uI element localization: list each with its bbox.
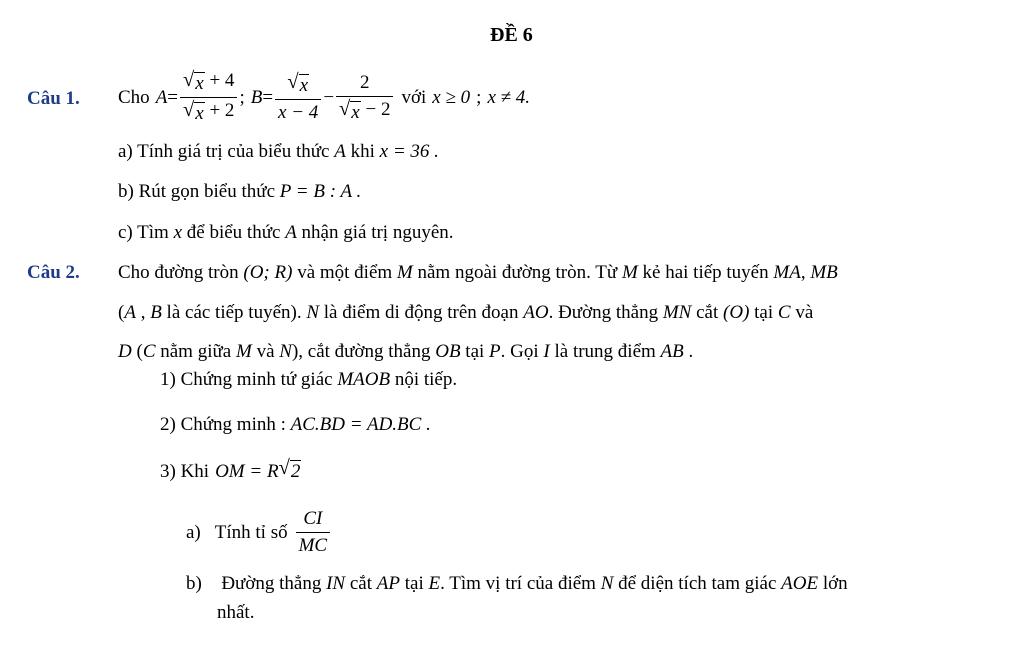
q2-l3-g: là trung điểm <box>554 341 656 362</box>
q1c-text1: c) Tìm <box>118 222 169 243</box>
q1c-var: x <box>173 222 183 243</box>
q2-pa-text: Tính tỉ số <box>214 521 288 543</box>
q2-l3-OB: OB <box>435 341 461 362</box>
q2-l1-M: M <box>396 262 413 283</box>
q2-pb-E: E <box>428 573 441 594</box>
q1c-var2: A <box>285 222 297 243</box>
condition-1: x ≥ 0 <box>432 86 471 108</box>
question-2-line-1 <box>118 262 838 284</box>
q2-p1-expr: MAOB <box>337 369 391 390</box>
q1a-khi: khi <box>350 141 375 162</box>
sqrt-x: x <box>195 103 204 124</box>
q2-l3-P: P <box>489 341 501 362</box>
q2-p3-text: 3) Khi <box>160 461 210 482</box>
question-2-part-1 <box>160 369 457 391</box>
q2-l2-a: ( <box>118 302 125 323</box>
q2-l2-b: là các tiếp tuyến). <box>166 302 302 323</box>
page-title: ĐỀ 6 <box>490 24 533 46</box>
q2-l3-f: . Gọi <box>500 341 539 362</box>
q2-pb-AP: AP <box>376 573 400 594</box>
fraction-B2: 2 √ x − 2 <box>336 72 393 124</box>
q1a-text: a) Tính giá trị của biểu thức <box>118 141 330 162</box>
q2-l3-I: I <box>543 341 550 362</box>
q2-l1-MB: MB <box>810 262 838 283</box>
equals-sign: = <box>262 86 274 108</box>
q2-l2-e: cắt <box>696 302 719 323</box>
q2-l1-circle: (O; R) <box>243 262 293 283</box>
q2-l1-a: Cho đường tròn <box>118 262 239 283</box>
q2-pb-b: cắt <box>349 573 373 594</box>
q2-l3-D: D <box>118 341 132 362</box>
A-num-tail: + 4 <box>209 70 235 91</box>
q1a-var: A <box>334 141 346 162</box>
q2-l1-b: và một điểm <box>297 262 393 283</box>
q2-l3-b: nằm giữa <box>160 341 232 362</box>
question-2-line-3 <box>118 341 693 363</box>
q2-l2-A: A <box>124 302 136 323</box>
q2-pb-d: . Tìm vị trí của điểm <box>440 573 596 594</box>
B2-numerator: 2 <box>359 71 370 93</box>
question-2-label: Câu 2. <box>27 262 80 283</box>
q2-l3-c: và <box>256 341 275 362</box>
q2-l1-comma: , <box>800 262 806 283</box>
q2-p3-sqrt: √ 2 <box>278 457 301 482</box>
q2-pb-N: N <box>600 573 614 594</box>
separator: ; <box>239 86 245 108</box>
q2-l2-N: N <box>306 302 320 323</box>
q2-p1-text: 1) Chứng minh tứ giác <box>160 369 333 390</box>
q1c-text3: nhận giá trị nguyên. <box>301 222 454 243</box>
question-2-line-2 <box>118 302 813 324</box>
B2-den-tail: − 2 <box>365 98 391 120</box>
q2-pb-e: để diện tích tam giác <box>618 573 777 594</box>
question-1a <box>118 141 439 163</box>
q2-p3-lhs: OM = R <box>215 461 279 482</box>
fraction-A: √ x + 4 √ x + 2 <box>180 70 237 125</box>
equals-sign: = <box>167 86 179 108</box>
q1a-expr: x = 36 . <box>379 141 439 162</box>
q2-l2-C: C <box>777 302 791 323</box>
B1-denominator: x − 4 <box>275 99 321 124</box>
q2-l2-O: (O) <box>723 302 750 323</box>
voi-text: với <box>401 86 427 108</box>
question-1-label: Câu 1. <box>27 88 80 109</box>
q2-l3-M: M <box>235 341 252 362</box>
q2-p3-rad: 2 <box>290 461 301 482</box>
q2-p1-tail: nội tiếp. <box>394 369 458 390</box>
q2-l1-c: nằm ngoài đường tròn. Từ <box>417 262 618 283</box>
q2-l3-N: N <box>279 341 292 362</box>
ratio-fraction <box>296 508 331 557</box>
q2-l2-comma: , <box>140 302 146 323</box>
ratio-denominator: MC <box>296 532 331 557</box>
question-2-part-3 <box>160 458 301 483</box>
question-1c <box>118 222 454 244</box>
q1c-text2: để biểu thức <box>186 222 281 243</box>
question-2-part-3a <box>186 508 332 557</box>
q2-l2-AO: AO <box>523 302 549 323</box>
q2-l2-c: là điểm di động trên đoạn <box>323 302 519 323</box>
question-1-statement <box>118 70 530 125</box>
q2-l2-MN: MN <box>662 302 692 323</box>
ratio-numerator: CI <box>303 508 323 529</box>
condition-separator: ; <box>476 86 482 108</box>
minus-sign: − <box>323 86 335 108</box>
sqrt-x: x <box>351 101 360 123</box>
sqrt-x: x <box>195 73 204 94</box>
question-1b <box>118 181 361 203</box>
q2-pa-label: a) <box>186 521 201 543</box>
q2-l2-d: . Đường thẳng <box>548 302 659 323</box>
q2-p2-expr: AC.BD = AD.BC . <box>290 414 431 435</box>
q2-l1-M2: M <box>621 262 638 283</box>
question-2-part-3b <box>186 573 848 595</box>
q1b-expr: P = B : A . <box>279 181 362 202</box>
question-2-part-3b-line-2: nhất. <box>217 602 255 623</box>
q2-l3-d: ), cắt đường thẳng <box>291 341 431 362</box>
var-B: B <box>250 86 263 108</box>
q2-pb-a: Đường thẳng <box>221 573 322 594</box>
condition-2: x ≠ 4. <box>487 86 531 108</box>
q1b-text: b) Rút gọn biểu thức <box>118 181 276 202</box>
q2-l2-f: tại <box>754 302 774 323</box>
q2-p2-text: 2) Chứng minh : <box>160 414 286 435</box>
q2-l3-e: tại <box>465 341 485 362</box>
q2-pb-c: tại <box>404 573 424 594</box>
sqrt-x: x <box>299 74 309 96</box>
q2-l2-g: và <box>795 302 814 323</box>
q2-l2-B: B <box>150 302 162 323</box>
q2-l1-MA: MA <box>773 262 801 283</box>
q2-l3-h: . <box>688 341 694 362</box>
q2-pb-f: lớn <box>822 573 848 594</box>
fraction-B1: √ x x − 4 <box>275 72 321 124</box>
cho-text: Cho <box>118 86 150 108</box>
question-2-part-2 <box>160 414 431 436</box>
A-den-tail: + 2 <box>209 100 235 121</box>
q2-l3-AB: AB <box>660 341 684 362</box>
q2-l3-C: C <box>142 341 156 362</box>
q2-l1-d: kẻ hai tiếp tuyến <box>642 262 769 283</box>
q2-pb-AOE: AOE <box>781 573 819 594</box>
q2-l3-a: ( <box>136 341 143 362</box>
var-A: A <box>155 86 168 108</box>
q2-pb-label: b) <box>186 573 202 594</box>
q2-pb-IN: IN <box>326 573 346 594</box>
